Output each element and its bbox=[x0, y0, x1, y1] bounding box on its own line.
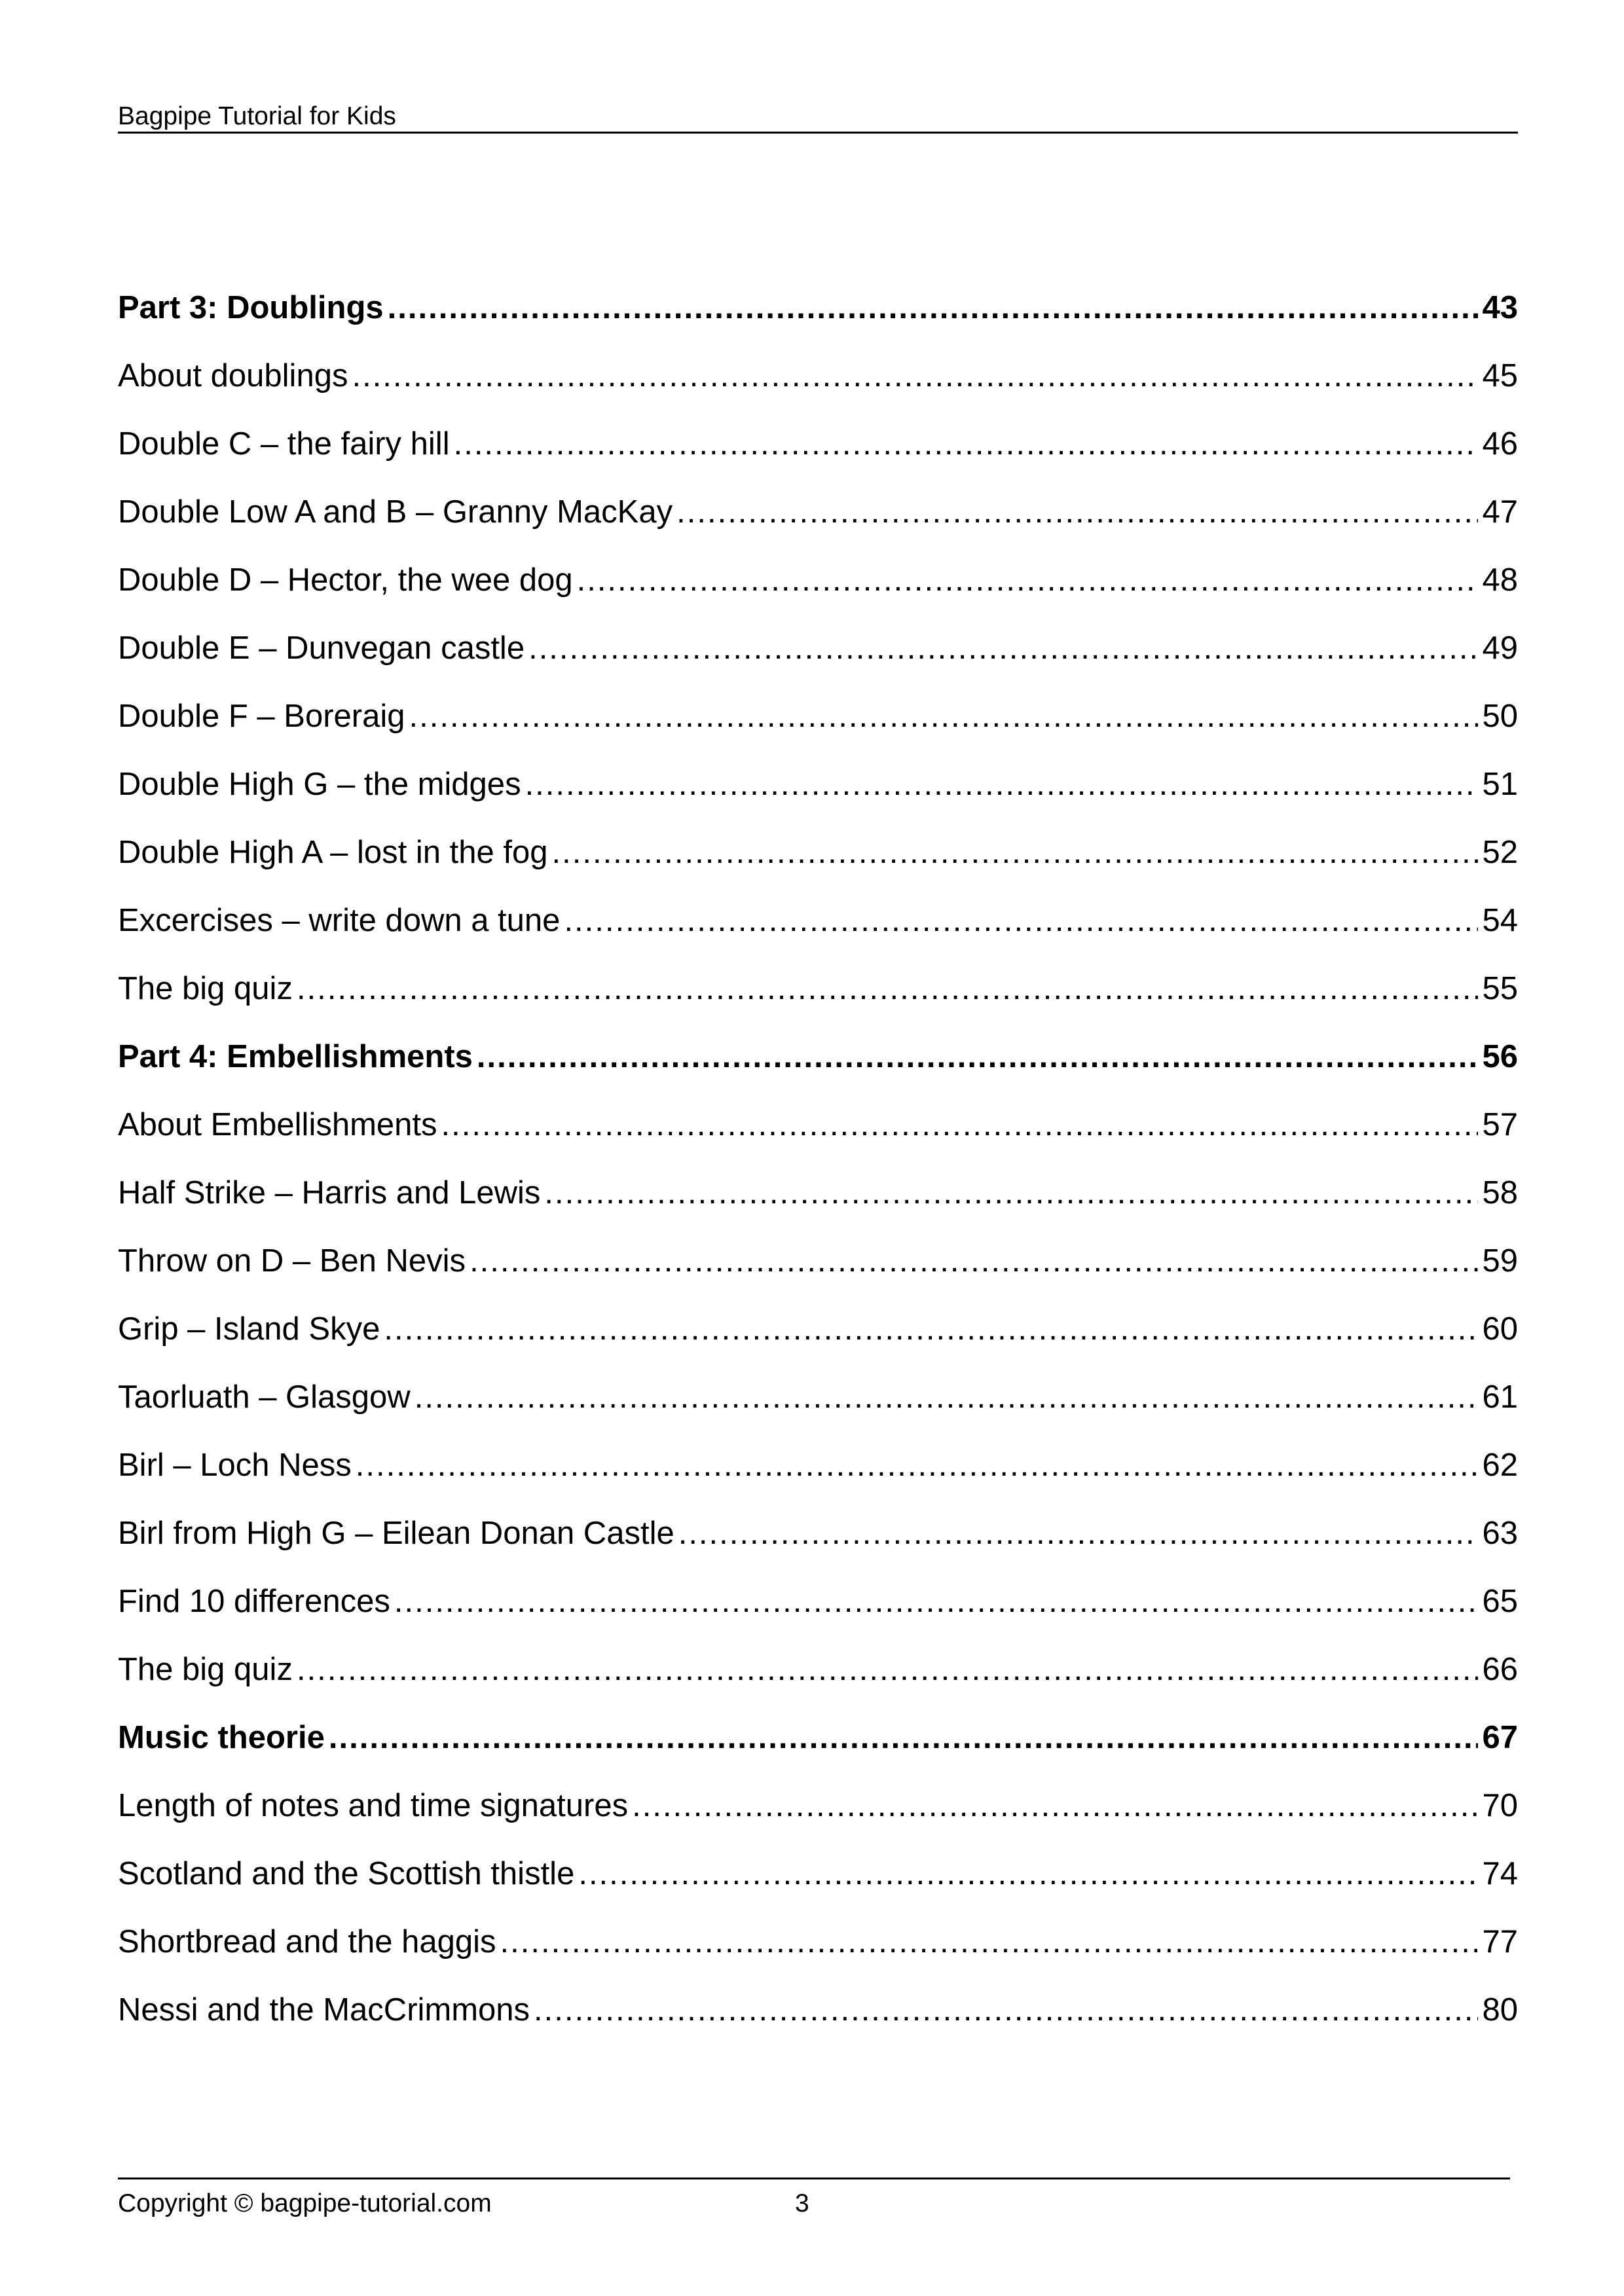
toc-dot-leader bbox=[384, 1309, 1478, 1349]
page-header bbox=[118, 101, 1518, 134]
toc-entry[interactable] bbox=[118, 1514, 1518, 1582]
toc-entry-page: 70 bbox=[1482, 1788, 1518, 1823]
toc-dot-leader bbox=[394, 1582, 1479, 1621]
toc-entry-title: Double D – Hector, the wee dog bbox=[118, 562, 573, 598]
toc-entry-page: 61 bbox=[1482, 1379, 1518, 1415]
toc-entry[interactable] bbox=[118, 356, 1518, 424]
toc-entry-title: Part 3: Doublings bbox=[118, 290, 384, 325]
toc-section-entry[interactable] bbox=[118, 288, 1518, 356]
toc-entry-page: 65 bbox=[1482, 1584, 1518, 1619]
toc-dot-leader bbox=[577, 560, 1479, 600]
toc-dot-leader bbox=[525, 765, 1479, 804]
toc-entry-title: Double High A – lost in the fog bbox=[118, 835, 548, 870]
toc-entry[interactable] bbox=[118, 765, 1518, 833]
toc-entry[interactable] bbox=[118, 1446, 1518, 1514]
toc-dot-leader bbox=[352, 356, 1478, 395]
toc-entry-page: 50 bbox=[1482, 699, 1518, 734]
toc-entry-title: About doublings bbox=[118, 358, 348, 393]
toc-entry-title: Double High G – the midges bbox=[118, 767, 521, 802]
toc-dot-leader bbox=[470, 1241, 1478, 1281]
toc-entry[interactable] bbox=[118, 1922, 1518, 1990]
toc-entry-page: 45 bbox=[1482, 358, 1518, 393]
toc-entry-page: 60 bbox=[1482, 1311, 1518, 1347]
toc-dot-leader bbox=[564, 901, 1478, 940]
toc-entry-title: Throw on D – Ben Nevis bbox=[118, 1243, 466, 1279]
toc-dot-leader bbox=[415, 1377, 1479, 1417]
toc-entry-title: Find 10 differences bbox=[118, 1584, 390, 1619]
toc-entry[interactable] bbox=[118, 1377, 1518, 1446]
toc-entry-title: Birl from High G – Eilean Donan Castle bbox=[118, 1516, 674, 1551]
toc-entry-title: Birl – Loch Ness bbox=[118, 1448, 352, 1483]
toc-entry-title: Double Low A and B – Granny MacKay bbox=[118, 494, 673, 530]
toc-entry-page: 77 bbox=[1482, 1924, 1518, 1959]
toc-entry-title: Excercises – write down a tune bbox=[118, 903, 561, 938]
toc-entry-page: 54 bbox=[1482, 903, 1518, 938]
toc-entry[interactable] bbox=[118, 697, 1518, 765]
toc-dot-leader bbox=[678, 1514, 1479, 1553]
toc-dot-leader bbox=[297, 969, 1479, 1008]
toc-entry[interactable] bbox=[118, 424, 1518, 492]
toc-entry-page: 58 bbox=[1482, 1175, 1518, 1211]
toc-entry-page: 66 bbox=[1482, 1652, 1518, 1687]
toc-entry-title: Length of notes and time signatures bbox=[118, 1788, 629, 1823]
toc-entry-page: 80 bbox=[1482, 1992, 1518, 2028]
toc-entry-page: 43 bbox=[1482, 290, 1518, 325]
toc-entry[interactable] bbox=[118, 1173, 1518, 1241]
toc-section-entry[interactable] bbox=[118, 1037, 1518, 1105]
toc-entry[interactable] bbox=[118, 901, 1518, 969]
toc-entry-title: Part 4: Embellishments bbox=[118, 1039, 473, 1074]
toc-dot-leader bbox=[329, 1718, 1479, 1757]
toc-entry-title: Music theorie bbox=[118, 1720, 325, 1755]
toc-entry[interactable] bbox=[118, 969, 1518, 1037]
toc-dot-leader bbox=[297, 1650, 1479, 1689]
toc-dot-leader bbox=[409, 697, 1479, 736]
footer-copyright: Copyright © bagpipe-tutorial.com bbox=[118, 2189, 492, 2217]
toc-entry-title: Taorluath – Glasgow bbox=[118, 1379, 411, 1415]
toc-entry-page: 52 bbox=[1482, 835, 1518, 870]
toc-entry[interactable] bbox=[118, 1105, 1518, 1173]
toc-entry-page: 56 bbox=[1482, 1039, 1518, 1074]
page-footer bbox=[118, 2178, 1510, 2219]
toc-entry-page: 47 bbox=[1482, 494, 1518, 530]
toc-entry-page: 46 bbox=[1482, 426, 1518, 462]
toc-entry[interactable] bbox=[118, 1241, 1518, 1309]
toc-entry-page: 67 bbox=[1482, 1720, 1518, 1755]
toc-dot-leader bbox=[676, 492, 1478, 532]
toc-entry-title: Double F – Boreraig bbox=[118, 699, 405, 734]
toc-entry-title: Shortbread and the haggis bbox=[118, 1924, 496, 1959]
toc-entry[interactable] bbox=[118, 1309, 1518, 1377]
toc-entry-title: About Embellishments bbox=[118, 1107, 437, 1142]
toc-entry[interactable] bbox=[118, 1990, 1518, 2058]
toc-entry-page: 62 bbox=[1482, 1448, 1518, 1483]
toc-dot-leader bbox=[528, 629, 1478, 668]
toc-dot-leader bbox=[534, 1990, 1478, 2030]
toc-entry-page: 59 bbox=[1482, 1243, 1518, 1279]
toc-dot-leader bbox=[632, 1786, 1478, 1825]
toc-dot-leader bbox=[578, 1854, 1478, 1893]
toc-entry-title: Double E – Dunvegan castle bbox=[118, 630, 525, 666]
header-title: Bagpipe Tutorial for Kids bbox=[118, 102, 396, 130]
toc-entry-title: The big quiz bbox=[118, 1652, 293, 1687]
toc-entry-page: 49 bbox=[1482, 630, 1518, 666]
toc-entry[interactable] bbox=[118, 1786, 1518, 1854]
toc-entry-title: Nessi and the MacCrimmons bbox=[118, 1992, 530, 2028]
toc-dot-leader bbox=[477, 1037, 1479, 1076]
toc-section-entry[interactable] bbox=[118, 1718, 1518, 1786]
toc-entry[interactable] bbox=[118, 1854, 1518, 1922]
toc-entry[interactable] bbox=[118, 492, 1518, 560]
toc-dot-leader bbox=[441, 1105, 1479, 1144]
toc-entry[interactable] bbox=[118, 1650, 1518, 1718]
toc-entry-page: 48 bbox=[1482, 562, 1518, 598]
toc-dot-leader bbox=[356, 1446, 1479, 1485]
toc-dot-leader bbox=[500, 1922, 1479, 1961]
toc-entry[interactable] bbox=[118, 560, 1518, 629]
toc-entry[interactable] bbox=[118, 833, 1518, 901]
toc-entry-title: Scotland and the Scottish thistle bbox=[118, 1856, 575, 1891]
toc-entry[interactable] bbox=[118, 1582, 1518, 1650]
table-of-contents bbox=[118, 288, 1518, 2058]
toc-entry-page: 74 bbox=[1482, 1856, 1518, 1891]
toc-entry-title: The big quiz bbox=[118, 971, 293, 1006]
toc-dot-leader bbox=[544, 1173, 1478, 1212]
toc-entry-page: 55 bbox=[1482, 971, 1518, 1006]
toc-entry-page: 51 bbox=[1482, 767, 1518, 802]
footer-page-number: 3 bbox=[795, 2189, 809, 2217]
toc-entry[interactable] bbox=[118, 629, 1518, 697]
toc-dot-leader bbox=[454, 424, 1479, 464]
toc-entry-title: Grip – Island Skye bbox=[118, 1311, 380, 1347]
toc-entry-title: Half Strike – Harris and Lewis bbox=[118, 1175, 541, 1211]
toc-entry-title: Double C – the fairy hill bbox=[118, 426, 450, 462]
toc-dot-leader bbox=[552, 833, 1479, 872]
toc-entry-page: 63 bbox=[1482, 1516, 1518, 1551]
toc-dot-leader bbox=[388, 288, 1479, 327]
toc-entry-page: 57 bbox=[1482, 1107, 1518, 1142]
